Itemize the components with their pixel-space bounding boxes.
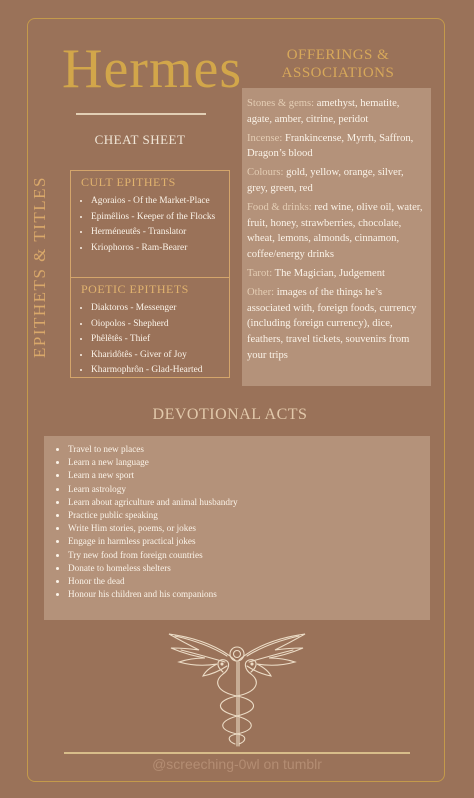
poetic-epithets-box bbox=[70, 278, 230, 378]
offerings-heading-line1: OFFERINGS & bbox=[286, 47, 390, 63]
list-item: • Herméneutês - Translator bbox=[91, 225, 229, 241]
list-item: • Epimêlios - Keeper of the Flocks bbox=[91, 210, 229, 226]
offering-text: The Magician, Judgement bbox=[272, 267, 385, 279]
offering-item bbox=[247, 200, 427, 263]
offering-item bbox=[247, 285, 427, 364]
offering-label: Food & drinks: bbox=[247, 201, 312, 213]
page-subtitle: CHEAT SHEET bbox=[94, 132, 186, 147]
offering-label: Stones & gems: bbox=[247, 98, 315, 109]
offering-item bbox=[247, 96, 427, 128]
cult-epithets-list bbox=[71, 194, 229, 256]
list-item: • Honour his children and his companions bbox=[68, 588, 430, 601]
list-item: • Write Him stories, poems, or jokes bbox=[68, 522, 430, 535]
offering-item bbox=[247, 165, 427, 197]
list-item: • Engage in harmless practical jokes bbox=[68, 535, 430, 548]
list-item: • Agoraios - Of the Market-Place bbox=[91, 194, 229, 210]
offering-label: Incense: bbox=[247, 132, 283, 144]
title-divider bbox=[76, 113, 206, 115]
list-item: • Learn a new sport bbox=[68, 469, 430, 482]
devotional-heading: DEVOTIONAL ACTS bbox=[152, 406, 308, 423]
cult-epithets-heading: CULT EPITHETS bbox=[81, 175, 176, 189]
list-item: • Kharidôtês - Giver of Joy bbox=[91, 348, 229, 364]
offering-text: Frankincense, Myrrh, Saffron, Dragon’s blood bbox=[247, 132, 414, 160]
page-title: Hermes bbox=[62, 38, 243, 100]
list-item: • Oiopolos - Shepherd bbox=[91, 317, 229, 333]
offering-item bbox=[247, 131, 427, 163]
credit-text: @screeching-0wl on tumblr bbox=[152, 756, 322, 772]
devotional-panel bbox=[44, 436, 430, 620]
offering-text: gold, yellow, orange, silver, grey, green, red bbox=[247, 167, 404, 194]
list-item: • Learn about agriculture and animal husbandry bbox=[68, 496, 430, 509]
list-item: • Learn a new language bbox=[68, 456, 430, 469]
epithets-vertical-title: EPITHETS & TITLES bbox=[30, 176, 49, 358]
list-item: • Practice public speaking bbox=[68, 509, 430, 522]
offerings-heading bbox=[268, 46, 408, 82]
devotional-list bbox=[44, 443, 430, 601]
offerings-panel bbox=[242, 88, 431, 386]
offering-item bbox=[247, 266, 427, 282]
poetic-epithets-heading: POETIC EPITHETS bbox=[81, 282, 189, 296]
list-item: • Learn astrology bbox=[68, 483, 430, 496]
list-item: • Travel to new places bbox=[68, 443, 430, 456]
offering-text: images of the things he’s associated with, foreign foods, currency (including foreign currency), dice, feathers, travel tickets, souvenirs from your trips bbox=[247, 286, 417, 361]
offering-label: Other: bbox=[247, 286, 275, 298]
poetic-epithets-list bbox=[71, 301, 229, 379]
offering-text: red wine, olive oil, water, fruit, honey, strawberries, chocolate, wheat, lemons, almonds, cinnamon, coffee/energy drinks bbox=[247, 201, 423, 261]
list-item: • Honor the dead bbox=[68, 575, 430, 588]
offering-text: amethyst, hematite, agate, amber, citrine, peridot bbox=[247, 98, 400, 125]
list-item: • Kharmophrôn - Glad-Hearted bbox=[91, 363, 229, 379]
offering-label: Colours: bbox=[247, 167, 284, 179]
footer-divider bbox=[64, 752, 410, 754]
list-item: • Donate to homeless shelters bbox=[68, 562, 430, 575]
cult-epithets-box bbox=[70, 170, 230, 278]
list-item: • Phêlêtês - Thief bbox=[91, 332, 229, 348]
list-item: • Diaktoros - Messenger bbox=[91, 301, 229, 317]
offering-label: Tarot: bbox=[247, 267, 273, 279]
caduceus-icon bbox=[165, 626, 309, 750]
list-item: • Kriophoros - Ram-Bearer bbox=[91, 241, 229, 257]
list-item: • Try new food from foreign countries bbox=[68, 549, 430, 562]
offerings-heading-line2: ASSOCIATIONS bbox=[281, 65, 395, 81]
